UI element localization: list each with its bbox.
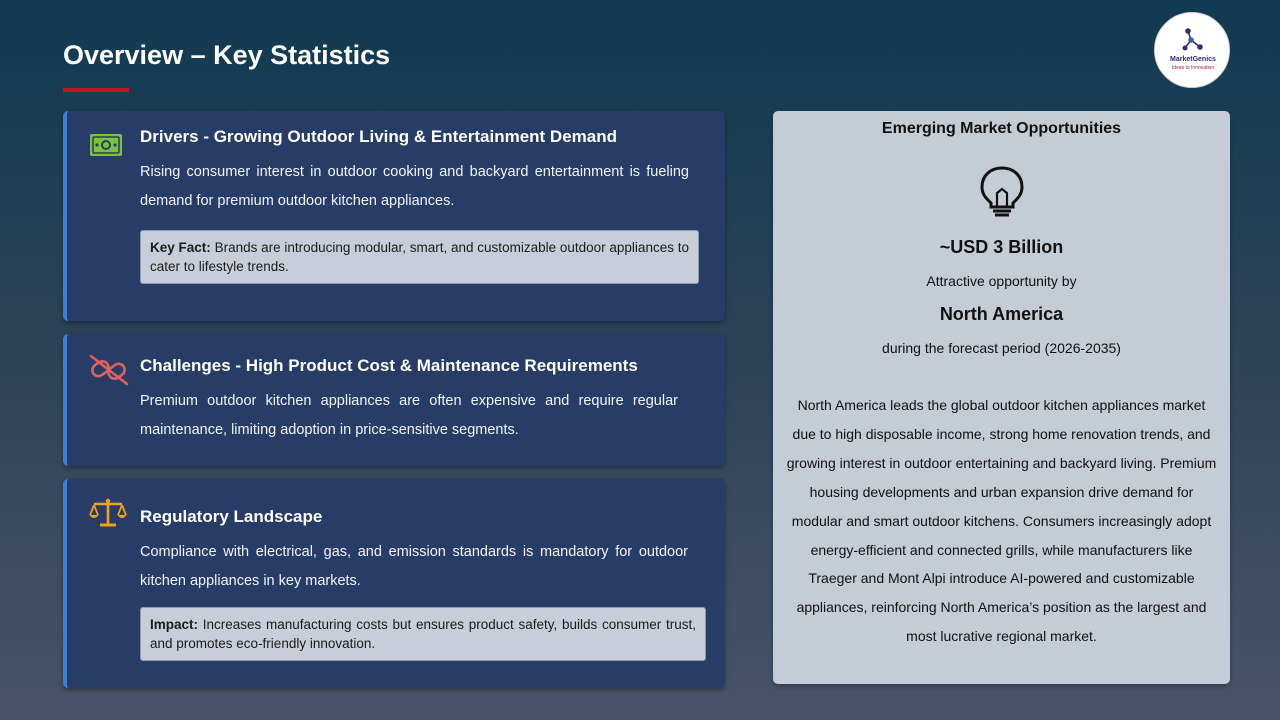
- key-fact-label: Key Fact:: [150, 240, 211, 255]
- panel-subtitle: Attractive opportunity by: [926, 273, 1077, 289]
- panel-description: North America leads the global outdoor kitchen appliances market due to high disposable income, strong home renovation trends, and growing interest in outdoor entertaining and backyard living. Premium housing developments and urban expansion drive demand for modular and smart outdoor kitchens. Consumers increasingly adopt energy-efficient and connected grills, while manufacturers like Traeger and Mont Alpi introduce AI-powered and customizable appliances, reinforcing North America’s position as the largest and most lucrative regional market.: [786, 397, 1217, 645]
- impact-text: Increases manufacturing costs but ensures product safety, builds consumer trust, and promotes eco-friendly innovation.: [150, 617, 696, 651]
- logo-tagline: Ideas to Innovation: [1171, 65, 1215, 71]
- page-title: Overview – Key Statistics: [63, 40, 391, 70]
- molecule-icon: [1182, 27, 1204, 53]
- key-fact-text: Brands are introducing modular, smart, and customizable outdoor appliances to cater to lifestyle trends.: [150, 240, 689, 274]
- broken-link-icon: [89, 354, 129, 386]
- panel-title: Emerging Market Opportunities: [881, 120, 1122, 137]
- impact-label: Impact:: [150, 617, 199, 632]
- challenges-heading: Challenges - High Product Cost & Maintenance Requirements: [140, 356, 638, 375]
- title-underline: [63, 88, 129, 92]
- company-logo: [1154, 12, 1230, 88]
- regulatory-card: [63, 479, 725, 688]
- lightbulb-icon: [977, 165, 1027, 219]
- regulatory-text: Compliance with electrical, gas, and emission standards is mandatory for outdoor kitchen appliances in key markets.: [140, 544, 688, 589]
- money-icon: [89, 131, 123, 159]
- impact-box: [140, 607, 706, 661]
- panel-region: North America: [939, 304, 1064, 324]
- scales-icon: [89, 497, 127, 529]
- forecast-period: during the forecast period (2026-2035): [882, 340, 1121, 356]
- drivers-heading: Drivers - Growing Outdoor Living & Entertainment Demand: [140, 127, 617, 146]
- market-value: ~USD 3 Billion: [939, 237, 1064, 257]
- regulatory-heading: Regulatory Landscape: [140, 507, 323, 526]
- opportunities-panel: [773, 111, 1230, 684]
- logo-name: MarketGenics: [1170, 56, 1216, 63]
- drivers-text: Rising consumer interest in outdoor cooking and backyard entertainment is fueling demand for premium outdoor kitchen appliances.: [140, 164, 689, 209]
- key-fact-box: [140, 230, 699, 284]
- challenges-card: [63, 334, 725, 466]
- challenges-text: Premium outdoor kitchen appliances are often expensive and require regular maintenance, limiting adoption in price-sensitive segments.: [140, 393, 678, 438]
- drivers-card: [63, 111, 725, 321]
